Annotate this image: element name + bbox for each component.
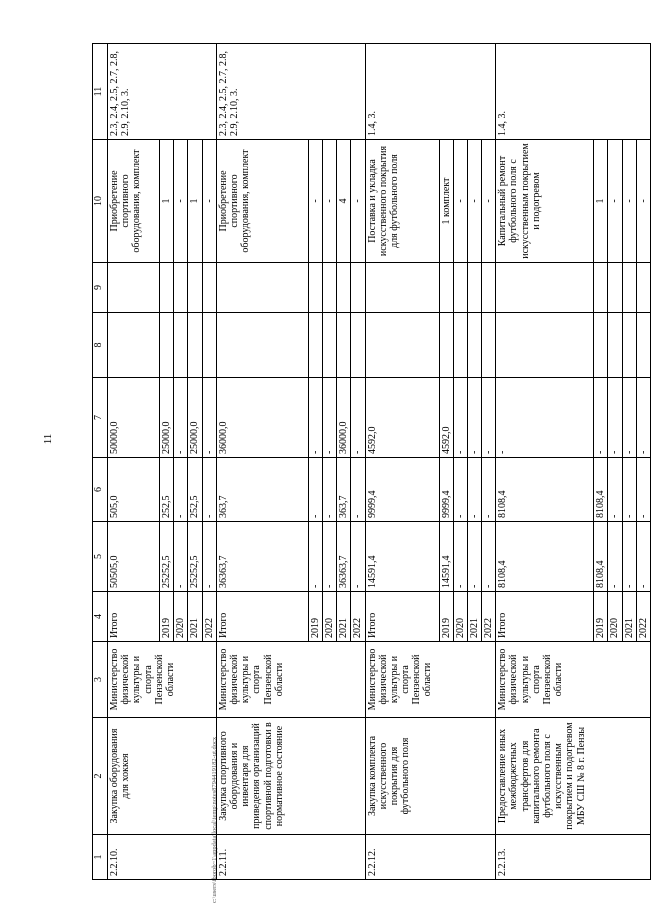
value-cell-10: -	[453, 140, 467, 263]
period-cell: 2022	[202, 592, 216, 642]
period-cell: 2021	[337, 592, 351, 642]
col-header: 4	[93, 592, 108, 642]
value-cell-7: 4592,0	[365, 378, 439, 458]
value-cell-10: 1	[160, 140, 174, 263]
value-cell-10: -	[622, 140, 636, 263]
value-cell-10: -	[322, 140, 336, 263]
value-cell-5: -	[453, 522, 467, 592]
executor-cell: Министерство физической культуры и спорта Пензенской области	[365, 642, 496, 718]
value-cell-9	[202, 263, 216, 313]
rotated-table-container	[92, 44, 649, 880]
col-header: 6	[93, 458, 108, 522]
executor-cell: Министерство физической культуры и спорта Пензенской области	[108, 642, 217, 718]
value-cell-8	[365, 313, 439, 378]
value-cell-5: 8108,4	[496, 522, 594, 592]
value-cell-9	[322, 263, 336, 313]
value-cell-10: 4	[337, 140, 351, 263]
value-cell-5: -	[622, 522, 636, 592]
col-header: 3	[93, 642, 108, 718]
executor-cell: Министерство физической культуры и спорта Пензенской области	[496, 642, 651, 718]
value-cell-8	[608, 313, 622, 378]
page-number: 11	[42, 433, 54, 445]
activity-name-cell: Закупка комплекта искусственного покрытия для футбольного поля	[365, 718, 496, 835]
indicator-ref-cell: 1.4, 3.	[365, 44, 496, 140]
value-cell-5: -	[608, 522, 622, 592]
period-cell: Итого	[365, 592, 439, 642]
value-cell-10: -	[467, 140, 481, 263]
period-cell: 2022	[636, 592, 650, 642]
value-cell-7: -	[622, 378, 636, 458]
value-cell-8	[439, 313, 453, 378]
indicator-ref-cell: 2.3, 2.4, 2.5, 2.7, 2.8, 2.9, 2.10, 3.	[108, 44, 217, 140]
value-cell-10: 1	[594, 140, 608, 263]
table-row	[496, 44, 594, 880]
value-cell-10: -	[174, 140, 188, 263]
value-cell-7: 50000,0	[108, 378, 160, 458]
value-cell-9	[594, 263, 608, 313]
value-cell-9	[496, 263, 594, 313]
value-cell-6: -	[636, 458, 650, 522]
value-cell-5: 14591,4	[365, 522, 439, 592]
value-cell-8	[160, 313, 174, 378]
value-cell-9	[365, 263, 439, 313]
value-cell-5: 36363,7	[337, 522, 351, 592]
col-header: 7	[93, 378, 108, 458]
value-cell-5: -	[351, 522, 365, 592]
value-cell-7: -	[174, 378, 188, 458]
result-cell: Поставка и укладка искусственного покрытия для футбольного поля	[365, 140, 439, 263]
value-cell-6: -	[351, 458, 365, 522]
value-cell-5: -	[636, 522, 650, 592]
period-cell: 2019	[594, 592, 608, 642]
value-cell-7: -	[496, 378, 594, 458]
value-cell-10: -	[308, 140, 322, 263]
value-cell-10: -	[636, 140, 650, 263]
value-cell-7: -	[322, 378, 336, 458]
value-cell-7: -	[636, 378, 650, 458]
header-row	[93, 44, 108, 880]
value-cell-7: 36000,0	[216, 378, 308, 458]
table-row	[365, 44, 439, 880]
value-cell-10: 1 комплект	[439, 140, 453, 263]
value-cell-6: 363,7	[216, 458, 308, 522]
indicator-ref-cell: 2.3, 2.4, 2.5, 2.7, 2.8, 2.9, 2.10, 3.	[216, 44, 365, 140]
activity-name-cell: Закупка оборудования для хоккея	[108, 718, 217, 835]
activity-name-cell: Закупка спортивного оборудования и инвентаря для приведения организаций спортивной подготовки в нормативное состояние	[216, 718, 365, 835]
value-cell-6: -	[202, 458, 216, 522]
value-cell-10: -	[608, 140, 622, 263]
item-number-cell: 2.2.11.	[216, 835, 365, 880]
value-cell-8	[622, 313, 636, 378]
period-cell: Итого	[496, 592, 594, 642]
value-cell-7: 36000,0	[337, 378, 351, 458]
value-cell-5: 36363,7	[216, 522, 308, 592]
value-cell-9	[453, 263, 467, 313]
item-number-cell: 2.2.12.	[365, 835, 496, 880]
value-cell-7: 4592,0	[439, 378, 453, 458]
value-cell-7: -	[482, 378, 496, 458]
value-cell-8	[467, 313, 481, 378]
result-cell: Капитальный ремонт футбольного поля с искусственным покрытием и подогревом	[496, 140, 594, 263]
period-cell: 2022	[351, 592, 365, 642]
value-cell-5: -	[308, 522, 322, 592]
value-cell-8	[594, 313, 608, 378]
value-cell-9	[622, 263, 636, 313]
col-header: 9	[93, 263, 108, 313]
value-cell-9	[337, 263, 351, 313]
value-cell-9	[308, 263, 322, 313]
value-cell-8	[308, 313, 322, 378]
value-cell-7: -	[467, 378, 481, 458]
period-cell: 2021	[622, 592, 636, 642]
col-header: 10	[93, 140, 108, 263]
value-cell-6: 505,0	[108, 458, 160, 522]
value-cell-8	[108, 313, 160, 378]
item-number-cell: 2.2.10.	[108, 835, 217, 880]
table-body	[108, 44, 651, 880]
value-cell-9	[188, 263, 202, 313]
value-cell-10: -	[482, 140, 496, 263]
value-cell-9	[160, 263, 174, 313]
result-cell: Приобретение спортивного оборудования, комплект	[216, 140, 308, 263]
value-cell-8	[322, 313, 336, 378]
value-cell-5: -	[174, 522, 188, 592]
activity-name-cell: Предоставление иных межбюджетных трансфертов для капитального ремонта футбольного поля с искусственным покрытием и подогревом МБУ СШ № 8 г. Пензы	[496, 718, 651, 835]
value-cell-6: -	[174, 458, 188, 522]
value-cell-6: 9999,4	[439, 458, 453, 522]
value-cell-9	[467, 263, 481, 313]
value-cell-5: -	[467, 522, 481, 592]
value-cell-9	[216, 263, 308, 313]
value-cell-6: 8108,4	[496, 458, 594, 522]
value-cell-6: 8108,4	[594, 458, 608, 522]
col-header: 11	[93, 44, 108, 140]
value-cell-6: -	[467, 458, 481, 522]
table-row	[216, 44, 308, 880]
period-cell: 2019	[160, 592, 174, 642]
executor-cell: Министерство физической культуры и спорта Пензенской области	[216, 642, 365, 718]
value-cell-9	[351, 263, 365, 313]
value-cell-8	[453, 313, 467, 378]
value-cell-9	[636, 263, 650, 313]
period-cell: 2019	[439, 592, 453, 642]
value-cell-5: -	[202, 522, 216, 592]
value-cell-5: 25252,5	[188, 522, 202, 592]
item-number-cell: 2.2.13.	[496, 835, 651, 880]
period-cell: 2020	[608, 592, 622, 642]
value-cell-7: -	[308, 378, 322, 458]
col-header: 2	[93, 718, 108, 835]
value-cell-5: 25252,5	[160, 522, 174, 592]
value-cell-10: -	[351, 140, 365, 263]
value-cell-6: 252,5	[160, 458, 174, 522]
value-cell-8	[496, 313, 594, 378]
value-cell-7: 25000,0	[188, 378, 202, 458]
value-cell-8	[174, 313, 188, 378]
period-cell: 2020	[453, 592, 467, 642]
value-cell-10: -	[202, 140, 216, 263]
table-row	[108, 44, 160, 880]
value-cell-5: -	[322, 522, 336, 592]
value-cell-7: 25000,0	[160, 378, 174, 458]
value-cell-9	[439, 263, 453, 313]
result-cell: Приобретение спортивного оборудования, комплект	[108, 140, 160, 263]
value-cell-10: 1	[188, 140, 202, 263]
value-cell-6: 9999,4	[365, 458, 439, 522]
value-cell-9	[608, 263, 622, 313]
value-cell-7: -	[351, 378, 365, 458]
period-cell: 2019	[308, 592, 322, 642]
value-cell-9	[174, 263, 188, 313]
value-cell-6: -	[322, 458, 336, 522]
value-cell-8	[216, 313, 308, 378]
value-cell-5: 14591,4	[439, 522, 453, 592]
value-cell-8	[636, 313, 650, 378]
value-cell-6: 363,7	[337, 458, 351, 522]
indicator-ref-cell: 1.4, 3.	[496, 44, 651, 140]
program-activities-table	[92, 43, 651, 880]
value-cell-7: -	[453, 378, 467, 458]
period-cell: Итого	[108, 592, 160, 642]
value-cell-9	[108, 263, 160, 313]
value-cell-9	[482, 263, 496, 313]
value-cell-5: 8108,4	[594, 522, 608, 592]
value-cell-6: -	[622, 458, 636, 522]
value-cell-7: -	[202, 378, 216, 458]
value-cell-6: -	[608, 458, 622, 522]
period-cell: 2021	[467, 592, 481, 642]
col-header: 5	[93, 522, 108, 592]
period-cell: 2022	[482, 592, 496, 642]
value-cell-8	[482, 313, 496, 378]
value-cell-6: -	[308, 458, 322, 522]
file-path-footer: c:\users\iborob~1\appdata\local\temp\notes8794419182-ut.docx	[211, 736, 218, 903]
value-cell-6: -	[482, 458, 496, 522]
col-header: 1	[93, 835, 108, 880]
value-cell-5: -	[482, 522, 496, 592]
value-cell-7: -	[608, 378, 622, 458]
value-cell-8	[188, 313, 202, 378]
period-cell: 2020	[174, 592, 188, 642]
value-cell-6: 252,5	[188, 458, 202, 522]
value-cell-5: 50505,0	[108, 522, 160, 592]
col-header: 8	[93, 313, 108, 378]
value-cell-7: -	[594, 378, 608, 458]
period-cell: 2020	[322, 592, 336, 642]
period-cell: 2021	[188, 592, 202, 642]
value-cell-8	[202, 313, 216, 378]
value-cell-8	[351, 313, 365, 378]
value-cell-8	[337, 313, 351, 378]
period-cell: Итого	[216, 592, 308, 642]
value-cell-6: -	[453, 458, 467, 522]
